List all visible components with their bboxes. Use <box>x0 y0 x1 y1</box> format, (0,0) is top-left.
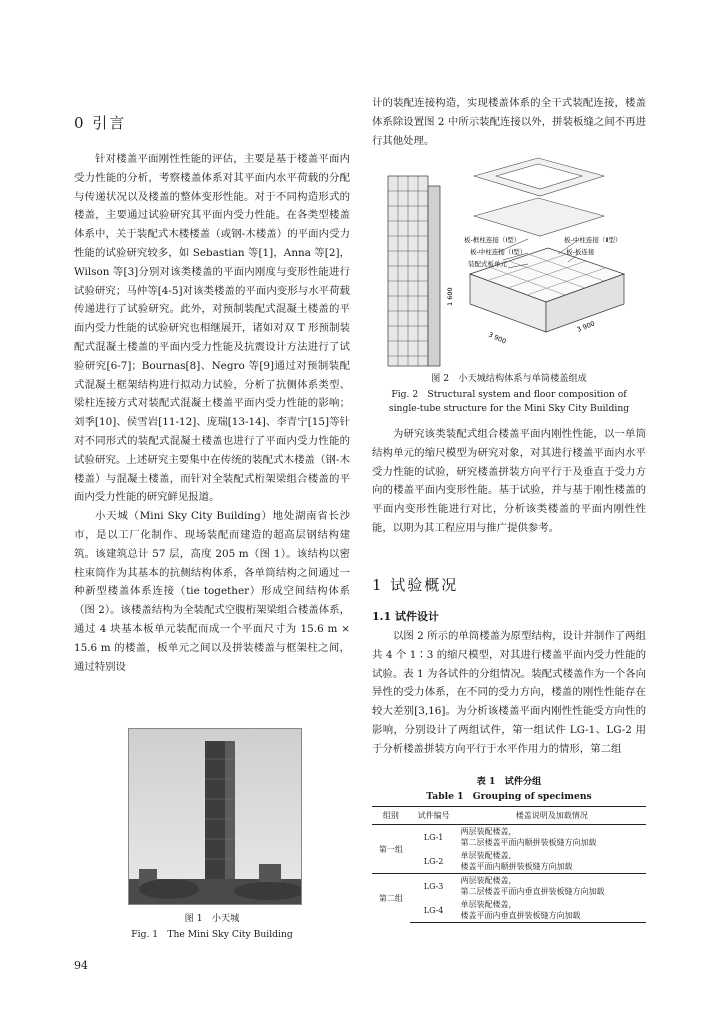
table-1-title-cn: 表 1 试件分组 <box>476 776 542 787</box>
table-1 <box>372 806 646 923</box>
label-plate-mid-column-conn-1: 板-中柱连接（Ⅱ型） <box>564 236 622 244</box>
table-cell-id: LG-4 <box>410 898 458 923</box>
table-cell-id: LG-2 <box>423 856 444 866</box>
desc-line: 楼盖平面内垂直拼装板缝方向加载 <box>460 911 581 920</box>
table-header-specimen-id: 试件编号 <box>410 807 458 825</box>
table-row <box>372 825 646 850</box>
label-plate-mid-column-conn-2: 板-中柱连接（Ⅰ型） <box>470 248 527 256</box>
intro-body <box>74 150 350 676</box>
intro-paragraph-1: 针对楼盖平面刚性性能的评估，主要是基于楼盖平面内受力性能的分析，考察楼盖体系对其平面内水平荷载的分配与传递状况以及楼盖的整体变形性能。对于不同构造形式的楼盖，主要通过试验研究其平面内受力性能。在各类型楼盖体系中，关于装配式木楼楼盖（或钢-木楼盖）的平面内受力性能的试验研究较多，如 Sebastian 等[1]，Anna 等[2]，Wilson 等[3]分别对该类楼盖的平面内刚度与变形性能进行试验研究；马仲等[4-5]对该类楼盖的平面内变形与水平荷载传递进行了试验研究。此外，对预制装配式混凝土楼盖的平面内受力性能的试验研究也相继展开，诸如对双 T 形预制装配式混凝土楼盖的平面内受力性能及抗震设计方法进行了试验研究[6-7]；Bournas[8]、Negro 等[9]通过对预制装配式混凝土框架结构进行拟动力试验，分析了抗侧体系类型、梁柱连接方式对装配式混凝土楼盖平面内受力性能的影响；刘季[10]、侯雪岩[11-12]、庞瑞[13-14]、李青宁[15]等针对不同形式的装配式混凝土楼盖也进行了平面内受力性能的试验研究。上述研究主要集中在传统的装配式木楼盖（钢-木楼盖）与混凝土楼盖，而针对全装配式桁架梁组合楼盖的平面内受力性能的研究鲜见报道。 <box>74 153 350 504</box>
mini-sky-city-photo <box>129 729 301 904</box>
subsection-heading-specimen-design: 1.1 试件设计 <box>372 610 439 623</box>
table-cell-desc <box>457 849 646 874</box>
table-cell-group: 第二组 <box>372 874 410 923</box>
label-plate-plate-conn: 板-板连接 <box>566 248 595 256</box>
right-paragraph-3: 以图 2 所示的单筒楼盖为原型结构，设计并制作了两组共 4 个 1∶3 的缩尺模型，对其进行楼盖平面内受力性能的试验。表 1 为各试件的分组情况。装配式楼盖作为一个各向异性的受力体系，在不同的受力方向，楼盖的刚性性能存在较大差别[3,16]。为分析该楼盖平面内刚性性能受方向性的影响，分别设计了两组试件，第一组试件 LG-1、LG-2 用于分析楼盖拼装方向平行于水平作用力的情形，第二组 <box>372 630 646 755</box>
right-para2-wrap <box>372 425 646 538</box>
table-1-title-en: Table 1 Grouping of specimens <box>426 791 592 802</box>
table-header-description: 楼盖说明及加载情况 <box>457 807 646 825</box>
right-para3-wrap <box>372 627 646 759</box>
structural-system-diagram <box>378 156 642 370</box>
figure-2-diagram <box>378 156 642 370</box>
table-row <box>372 898 646 923</box>
label-plate-column-conn-1: 板-框柱连接（Ⅰ型） <box>464 236 521 244</box>
desc-line: 两层装配楼盖， <box>460 876 517 885</box>
table-cell-id: LG-1 <box>423 832 444 842</box>
table-cell-group: 第一组 <box>378 844 403 854</box>
table-row <box>372 874 646 899</box>
table-cell-desc <box>457 874 646 899</box>
label-plate-unit: 装配式板单元 <box>468 260 507 268</box>
desc-line: 楼盖平面内顺拼装板缝方向加载 <box>460 862 573 871</box>
figure-1-photo <box>128 728 302 905</box>
figure-1-caption-en: Fig. 1 The Mini Sky City Building <box>131 929 293 940</box>
dimension-span-a: 3 900 <box>487 330 508 346</box>
desc-line: 两层装配楼盖， <box>460 827 517 836</box>
dimension-span-b: 3 900 <box>575 319 597 334</box>
figure-2-caption-en-line1: Fig. 2 Structural system and floor composition of <box>391 389 627 400</box>
dimension-height: 1 600 <box>446 287 454 306</box>
table-header-group: 组别 <box>372 807 410 825</box>
table-cell-id: LG-3 <box>410 874 458 899</box>
right-top-paragraph: 计的装配连接构造，实现楼盖体系的全干式装配连接，楼盖体系除设置图 2 中所示装配连接以外，拼装板缝之间不再进行其他处理。 <box>372 97 646 147</box>
right-paragraph-2: 为研究该类装配式组合楼盖平面内刚性性能，以一单筒结构单元的缩尺模型为研究对象，对其进行楼盖平面内水平受力性能的试验，研究楼盖拼装方向平行于及垂直于受力方向的楼盖平面内变形性能。基于试验，并与基于刚性楼盖的平面内变形性能进行对比，分析该类楼盖的平面内刚性性能，以期为其工程应用与推广提供参考。 <box>372 428 646 534</box>
section-heading-test-overview: 1 试验概况 <box>372 576 459 594</box>
table-cell-desc <box>457 898 646 923</box>
section-heading-introduction: 0 引言 <box>74 114 127 132</box>
desc-line: 单层装配楼盖， <box>460 851 517 860</box>
table-cell-desc <box>457 825 646 850</box>
right-top-paragraph-wrap <box>372 94 646 150</box>
desc-line: 第二层楼盖平面内垂直拼装板缝方向加载 <box>460 887 605 896</box>
intro-paragraph-2: 小天城（Mini Sky City Building）地处湖南省长沙市，是以工厂化制作、现场装配而建造的超高层钢结构建筑。该建筑总计 57 层，高度 205 m（图 1）。该结构以密柱束筒作为其基本的抗侧结构体系，各单筒结构之间通过一种新型楼盖体系连接（tie together）形成空间结构体系（图 2）。该楼盖结构为全装配式空腹桁架梁组合楼盖体系，通过 4 块基本板单元装配而成一个平面尺寸为 15.6 m × 15.6 m 的楼盖，板单元之间以及拼装楼盖与框架柱之间，通过特别设 <box>74 510 350 673</box>
figure-1-caption-cn: 图 1 小天城 <box>184 913 240 924</box>
desc-line: 第二层楼盖平面内顺拼装板缝方向加载 <box>460 838 597 847</box>
desc-line: 单层装配楼盖， <box>460 900 517 909</box>
page-number: 94 <box>74 959 88 972</box>
figure-2-caption-cn: 图 2 小天城结构体系与单筒楼盖组成 <box>431 373 587 384</box>
table-row <box>372 849 646 874</box>
figure-2-caption-en-line2: single-tube structure for the Mini Sky City Building <box>388 403 630 414</box>
